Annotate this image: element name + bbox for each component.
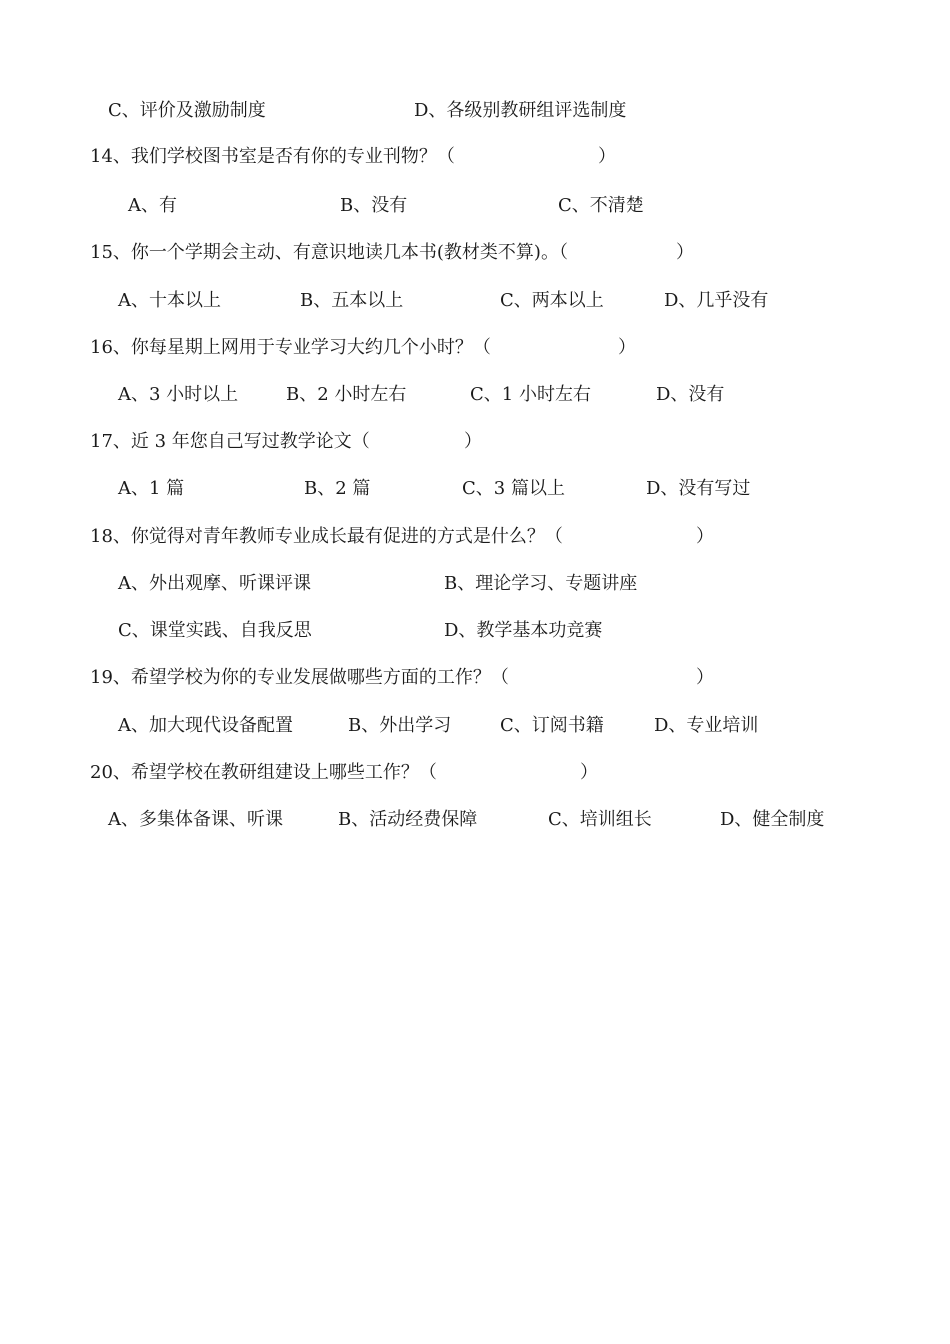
question-19-text: 19、希望学校为你的专业发展做哪些方面的工作？（	[90, 667, 509, 688]
question-14-option-a: A、有	[128, 195, 177, 216]
question-19-option-d: D、专业培训	[654, 715, 759, 736]
question-19-option-b: B、外出学习	[348, 715, 452, 736]
question-16-text: 16、你每星期上网用于专业学习大约几个小时？（	[90, 337, 491, 358]
question-14-option-b: B、没有	[340, 195, 408, 216]
question-17-option-a: A、1 篇	[118, 478, 185, 499]
question-19-close: ）	[696, 667, 714, 688]
question-18-option-b: B、理论学习、专题讲座	[444, 573, 638, 594]
question-17-close: ）	[464, 431, 482, 452]
question-15-option-b: B、五本以上	[300, 290, 404, 311]
question-15-option-d: D、几乎没有	[664, 290, 769, 311]
question-18-option-d: D、教学基本功竞赛	[444, 620, 603, 641]
q13-option-c: C、评价及激励制度	[108, 100, 266, 121]
question-15-option-a: A、十本以上	[118, 290, 221, 311]
question-20-option-d: D、健全制度	[720, 809, 825, 830]
question-17-text: 17、近 3 年您自己写过教学论文（	[90, 431, 370, 452]
question-20-option-c: C、培训组长	[548, 809, 652, 830]
question-16-option-b: B、2 小时左右	[286, 384, 407, 405]
question-17-option-d: D、没有写过	[646, 478, 751, 499]
question-14-close: ）	[598, 146, 616, 167]
question-19-option-c: C、订阅书籍	[500, 715, 604, 736]
question-17-option-c: C、3 篇以上	[462, 478, 565, 499]
question-20-option-a: A、多集体备课、听课	[108, 809, 283, 830]
q13-option-d: D、各级别教研组评选制度	[414, 100, 627, 121]
question-16-option-c: C、1 小时左右	[470, 384, 591, 405]
question-16-close: ）	[618, 337, 636, 358]
question-19-option-a: A、加大现代设备配置	[118, 715, 293, 736]
question-14-text: 14、我们学校图书室是否有你的专业刊物？（	[90, 146, 455, 167]
question-15-text: 15、你一个学期会主动、有意识地读几本书(教材类不算)。（	[90, 242, 568, 263]
question-17-option-b: B、2 篇	[304, 478, 371, 499]
question-20-text: 20、希望学校在教研组建设上哪些工作？（	[90, 762, 437, 783]
question-18-option-c: C、课堂实践、自我反思	[118, 620, 312, 641]
question-16-option-a: A、3 小时以上	[118, 384, 239, 405]
question-16-option-d: D、没有	[656, 384, 725, 405]
question-20-option-b: B、活动经费保障	[338, 809, 478, 830]
question-15-close: ）	[676, 242, 694, 263]
question-15-option-c: C、两本以上	[500, 290, 604, 311]
question-18-option-a: A、外出观摩、听课评课	[118, 573, 311, 594]
question-20-close: ）	[580, 762, 598, 783]
question-18-text: 18、你觉得对青年教师专业成长最有促进的方式是什么？（	[90, 526, 563, 547]
question-18-close: ）	[696, 526, 714, 547]
question-14-option-c: C、不清楚	[558, 195, 644, 216]
